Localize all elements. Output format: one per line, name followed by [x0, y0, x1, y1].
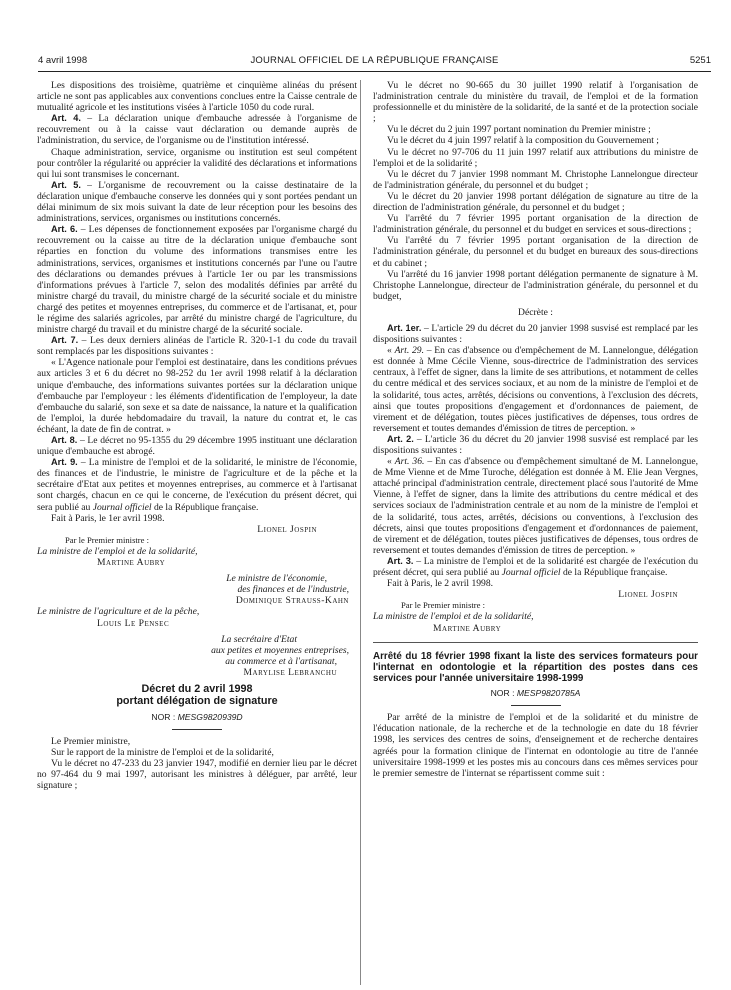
article-9: [37, 457, 357, 512]
paragraph: Vu le décret no 47-233 du 23 janvier 1947, modifié en dernier lieu par le décret no 97-464 du 9 mai 1997, autorisant les ministres à déléguer, par arrêté, leur signature ;: [37, 758, 357, 792]
article-text-end: de la République française.: [151, 501, 259, 513]
article-label: Art. 4.: [51, 113, 81, 124]
paragraph: Vu le décret du 7 janvier 1998 nommant M. Christophe Lannelongue directeur de l'administration générale, du personnel et du budget ;: [373, 168, 698, 191]
signer-name: Lionel Jospin: [618, 589, 678, 601]
article-text: – Le décret no 95-1355 du 29 décembre 1995 instituant une déclaration unique d'embauche est abrogé.: [37, 435, 357, 458]
nor-code: MESP9820785A: [516, 688, 581, 699]
signer-role: Le ministre de l'économie,: [226, 573, 327, 585]
signer-role: La secrétaire d'Etat: [221, 633, 297, 645]
article-text: – L'article 36 du décret du 20 janvier 1998 susvisé est remplacé par les dispositions suivantes :: [373, 433, 698, 456]
article-5: [37, 180, 357, 224]
quote-mark: «: [387, 345, 395, 357]
article-1-quote: [373, 345, 698, 434]
signer-role: Le ministre de l'agriculture et de la pêche,: [37, 606, 200, 618]
header-page-number: 5251: [689, 55, 711, 66]
paragraph: Vu le décret du 2 juin 1997 portant nomination du Premier ministre ;: [387, 124, 651, 136]
article-1: [373, 323, 698, 345]
article-label: Art. 3.: [387, 555, 414, 566]
signer-role: au commerce et à l'artisanat,: [225, 655, 337, 667]
done-at: Fait à Paris, le 2 avril 1998.: [387, 578, 494, 590]
paragraph: Vu l'arrêté du 7 février 1995 portant organisation de la direction de l'administration générale, du personnel et du budget en services et sous-directions ;: [373, 213, 698, 236]
right-column: [373, 80, 698, 779]
signer-role: La ministre de l'emploi et de la solidarité,: [37, 545, 198, 557]
nor-reference: [373, 688, 698, 699]
article-text-end: de la République française.: [560, 567, 668, 579]
nor-code: MESG9820939D: [177, 711, 243, 722]
paragraph: Vu le décret no 97-706 du 11 juin 1997 relatif aux attributions du ministre de l'emploi et de la solidarité ;: [373, 146, 698, 169]
article-7-quote: « L'Agence nationale pour l'emploi est destinataire, dans les conditions prévues aux articles 3 et 6 du décret no 98-252 du 1er avril 1998 relatif à la déclaration unique d'embauche, des informations suivantes portées sur la déclaration unique d'embauche par l'employeur : les éléments d'identification de l'employeur, la date d'embauche du salarié, son sexe et sa date de naissance, la nature et la qualification de l'emploi, la durée hebdomadaire du travail, la nature du contrat et, le cas échéant, la date de fin de contrat. »: [37, 357, 357, 435]
article-label: Art. 2.: [387, 433, 414, 444]
page-header: [38, 55, 711, 71]
article-text: – Les dépenses de fonctionnement exposées par l'organisme chargé du recouvrement ou la caisse au titre de la déclaration unique d'embauche sont réparties en fonction du volume des informations transmises entre les administrations, services, organismes et institutions concernés par l'une ou l'autre des déclarations ou demandes prévues à l'article 1er ou par les transmissions d'informations prévues à l'article 7, selon des modalités définies par arrêté du ministre chargé du travail, du ministre chargé de la sécurité sociale et du ministre chargé des petites et moyennes entreprises, du commerce et de l'artisanat, et, pour le régime des salariés agricoles, par arrêté du ministre chargé de l'agriculture, du ministre chargé du travail et du ministre chargé de la sécurité sociale.: [37, 224, 357, 336]
article-label: Art. 7.: [51, 335, 79, 346]
paragraph: Le Premier ministre,: [51, 735, 131, 747]
article-4: [37, 113, 357, 146]
signer-role: La ministre de l'emploi et de la solidarité,: [373, 611, 534, 623]
signer-name: Marylise Lebranchu: [243, 666, 337, 678]
journal-officiel-ref: Journal officiel: [501, 567, 561, 579]
signer-name: Martine Aubry: [433, 622, 502, 634]
separator: [172, 729, 222, 730]
separator: [373, 642, 698, 643]
decrete: Décrète :: [518, 306, 553, 318]
paragraph: Par arrêté de la ministre de l'emploi et de la solidarité et du ministre de l'éducation nationale, de la recherche et de la technologie en date du 18 février 1998, les services des centres de soins, d'enseignement et de recherche dentaires agréés pour la formation clinique de l'internat en odontologie au titre de l'année universitaire 1998-1999 et les postes mis au concours dans ces mêmes services pour le premier semestre de l'internat se répartissent comme suit :: [373, 712, 698, 779]
paragraph: Vu l'arrêté du 7 février 1995 portant organisation de la direction de l'administration générale, du personnel et du budget en bureaux des sous-directions et du cabinet ;: [373, 235, 698, 269]
article-text: – La déclaration unique d'embauche adressée à l'organisme de recouvrement ou à la caisse vaut déclaration ou demande auprès de l'administration, du service, de l'organisme ou de l'institution intéressé.: [37, 113, 357, 147]
article-label: Art. 8.: [51, 435, 78, 445]
quoted-article-label: Art. 29.: [394, 345, 424, 357]
signer-name: Dominique Strauss-Kahn: [235, 595, 349, 607]
signer-role: aux petites et moyennes entreprises,: [211, 644, 349, 656]
article-label: Art. 5.: [51, 179, 81, 190]
paragraph: Sur le rapport de la ministre de l'emploi et de la solidarité,: [51, 746, 274, 758]
signer-role: des finances et de l'industrie,: [237, 584, 349, 596]
paragraph: Chaque administration, service, organisme ou institution est seul compétent pour contrôler la régularité ou apprécier la validité des déclarations et informations qui lui sont transmises le concernant.: [37, 146, 357, 180]
article-text: – L'article 29 du décret du 20 janvier 1998 susvisé est remplacé par les dispositions suivantes :: [373, 322, 698, 346]
article-3: [373, 556, 698, 578]
signature-block: [373, 578, 698, 633]
paragraph: Vu le décret no 90-665 du 30 juillet 1990 relatif à l'organisation de l'administration centrale du ministère du travail, de l'emploi et de la formation professionnelle et du ministère de la solidarité, de la santé et de la protection sociale ;: [373, 80, 698, 125]
signer-name: Lionel Jospin: [257, 523, 317, 535]
nor-label: NOR :: [151, 711, 178, 722]
paragraph: Vu l'arrêté du 16 janvier 1998 portant délégation permanente de signature à M. Christophe Lannelongue, directeur de l'administration générale, du personnel et du budget,: [373, 268, 698, 302]
paragraph: Les dispositions des troisième, quatrième et cinquième alinéas du présent article ne sont pas applicables aux conventions conclues entre la Caisse centrale de mutualité agricole et les institutions visées à l'article 1050 du code rural.: [37, 80, 357, 114]
article-2-quote: [373, 456, 698, 556]
article-2: [373, 434, 698, 456]
quote-mark: «: [387, 456, 395, 468]
header-rule: [38, 71, 711, 72]
article-label: Art. 6.: [51, 224, 78, 235]
article-text: – La ministre de l'emploi et de la solidarité, le ministre de l'économie, des finances et de l'industrie, le ministre de l'agriculture et de la pêche et la secrétaire d'Etat aux petites et moyennes entreprises, au commerce et à l'artisanat sont chargés, chacun en ce qui le concerne, de l'exécution du présent décret, qui sera publié au: [37, 457, 357, 513]
signature-block: [37, 513, 357, 678]
decree-title: Décret du 2 avril 1998: [141, 682, 253, 695]
paragraph: Vu le décret du 20 janvier 1998 portant délégation de signature au titre de la direction de l'administration générale, du personnel et du budget ;: [373, 190, 698, 214]
article-7: [37, 335, 357, 357]
by-prime-minister: Par le Premier ministre :: [401, 600, 486, 611]
header-date: 4 avril 1998: [38, 55, 88, 66]
arrete-title: Arrêté du 18 février 1998 fixant la liste des services formateurs pour l'internat en odontologie et la répartition des postes dans ces services pour l'année universitaire 1998-1999: [373, 650, 698, 684]
nor-reference: [37, 712, 357, 723]
signer-name: Martine Aubry: [97, 557, 166, 569]
article-text: – La ministre de l'emploi et de la solidarité est chargée de l'exécution du présent décret, qui sera publié au: [373, 555, 698, 579]
decree-title: portant délégation de signature: [116, 695, 278, 708]
header-journal-title: JOURNAL OFFICIEL DE LA RÉPUBLIQUE FRANÇAISE: [250, 55, 499, 66]
separator: [511, 705, 561, 706]
done-at: Fait à Paris, le 1er avril 1998.: [51, 512, 165, 524]
quoted-article-label: Art. 36.: [394, 456, 425, 468]
nor-label: NOR :: [490, 688, 517, 699]
journal-officiel-ref: Journal officiel: [92, 501, 152, 513]
article-text: – Les deux derniers alinéas de l'article R. 320-1-1 du code du travail sont remplacés par les dispositions suivantes :: [37, 335, 357, 358]
left-column: [37, 80, 357, 791]
article-label: Art. 1er.: [387, 322, 422, 333]
article-8: [37, 435, 357, 457]
paragraph: Vu le décret du 4 juin 1997 relatif à la composition du Gouvernement ;: [387, 135, 659, 147]
quote-text: – En cas d'absence ou d'empêchement de M. Lannelongue, délégation est donnée à Mme Cécile Vienne, sous-directrice de l'administration des services centraux, à l'effet de signer, dans la limite de ses attributions, et notamment de celles du centre médical et des services sociaux, et au nom de la ministre de l'emploi et de la solidarité, tous actes, arrêtés, décisions ou conventions, à l'exclusion des décrets, ainsi que toutes propositions d'engagement et d'ordonnances de paiement, de virement et de délégation, toutes pièces justificatives de dépenses, tous ordres de reversement et toutes demandes d'émission de titres de perception. »: [373, 345, 698, 434]
column-divider: [360, 80, 361, 985]
article-text: – L'organisme de recouvrement ou la caisse destinataire de la déclaration unique d'embauche conserve les données qui y sont portées pendant un délai minimum de six mois suivant la date de leur réception pour les besoins des administrations, services, organismes ou institutions concernés.: [37, 179, 357, 225]
article-6: [37, 224, 357, 335]
signer-name: Louis Le Pensec: [97, 617, 170, 629]
by-prime-minister: Par le Premier ministre :: [65, 534, 150, 545]
quote-text: – En cas d'absence ou d'empêchement simultané de M. Lannelongue, de Mme Vienne et de Mme Turoche, délégation est donnée à M. Elie Jean Vergnes, attaché principal d'administration centrale, directement placé sous l'autorité de Mme Vienne, à l'effet de signer, dans la limite des attributions du centre médical et des services sociaux de l'administration centrale et au nom de la ministre de l'emploi et de la solidarité, tous actes, arrêtés, décisions ou conventions, à l'exclusion des décrets, ainsi que toutes propositions d'engagement et d'ordonnances de paiement, de virement et de délégation, toutes pièces justificatives de dépenses, tous ordres de reversement et toutes demandes d'émission de titres de perception. »: [373, 456, 698, 556]
article-label: Art. 9.: [51, 457, 78, 468]
